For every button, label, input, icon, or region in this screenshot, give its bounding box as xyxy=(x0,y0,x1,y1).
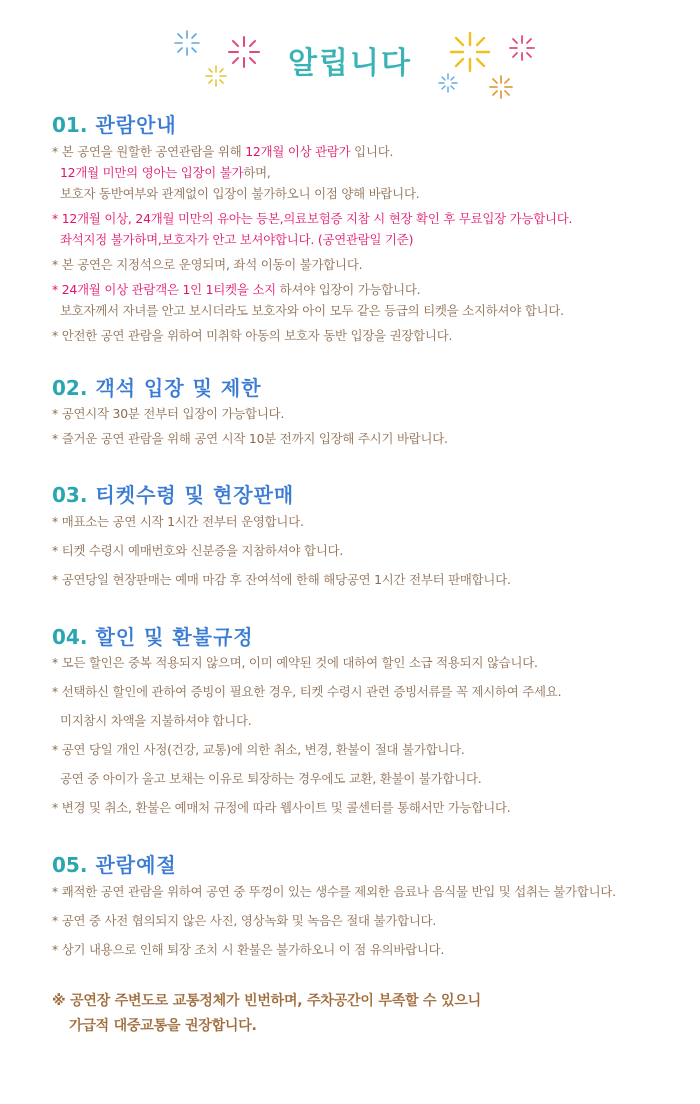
notice-line xyxy=(52,211,572,227)
line-text: * 공연시작 30분 전부터 입장이 가능합니다. xyxy=(52,406,285,421)
notice-line xyxy=(52,514,304,530)
notice-line xyxy=(60,713,252,729)
notice-line xyxy=(60,186,419,202)
notice-line xyxy=(52,655,538,671)
notice-line xyxy=(52,742,465,758)
line-text: * 즐거운 공연 관람을 위해 공연 시작 10분 전까지 입장해 주시기 바랍니다. xyxy=(52,431,448,446)
line-text: * 선택하신 할인에 관하여 증빙이 필요한 경우, 티켓 수령시 관련 증빙서류를 꼭 제시하여 주세요. xyxy=(52,684,562,699)
line-text: 미지참시 차액을 지불하셔야 합니다. xyxy=(60,713,252,728)
section-heading xyxy=(52,849,177,878)
notice-line xyxy=(60,165,271,181)
notice-line xyxy=(52,572,511,588)
line-text: * 본 공연을 원할한 공연관람을 위해 xyxy=(52,144,246,159)
section-heading xyxy=(52,109,177,138)
section-title: 관람안내 xyxy=(95,113,177,137)
notice-line xyxy=(52,800,511,816)
line-text: 보호자께서 자녀를 안고 보시더라도 보호자와 아이 모두 같은 등급의 티켓을 소지하셔야 합니다. xyxy=(60,303,564,318)
traffic-notice-line-2: 가급적 대중교통을 권장합니다. xyxy=(69,1018,257,1034)
section-title: 할인 및 환불규정 xyxy=(95,625,254,649)
notice-line xyxy=(52,328,452,344)
line-text: * 변경 및 취소, 환불은 예매처 규정에 따라 웹사이트 및 콜센터를 통해서만 가능합니다. xyxy=(52,800,511,815)
highlighted-text: 12개월 미만의 영아는 입장이 불가 xyxy=(60,165,244,180)
section-heading xyxy=(52,479,294,508)
line-text: * 모든 할인은 중복 적용되지 않으며, 이미 예약된 것에 대하여 할인 소급 적용되지 않습니다. xyxy=(52,655,538,670)
notice-line xyxy=(52,884,616,900)
line-text: 입니다. xyxy=(350,144,394,159)
notice-line xyxy=(52,144,393,160)
line-text: * 공연 중 사전 협의되지 않은 사진, 영상녹화 및 녹음은 절대 불가합니다. xyxy=(52,913,437,928)
notice-line xyxy=(52,942,444,958)
section-number: 04. xyxy=(52,625,88,649)
highlighted-text: 12개월 이상 관람가 xyxy=(245,144,351,159)
section-number: 05. xyxy=(52,853,88,877)
highlighted-text: 좌석지정 불가하며,보호자가 안고 보셔야합니다. (공연관람일 기준) xyxy=(60,232,414,247)
line-text: 공연 중 아이가 울고 보채는 이유로 퇴장하는 경우에도 교환, 환불이 불가합니다. xyxy=(60,771,482,786)
highlighted-text: * 24개월 이상 관람객은 1인 1티켓을 소지 xyxy=(52,282,276,297)
notice-line xyxy=(52,684,561,700)
section-heading xyxy=(52,372,262,401)
notice-line xyxy=(52,257,362,273)
traffic-notice-line-1: ※ 공연장 주변도로 교통정체가 빈번하며, 주차공간이 부족할 수 있으니 xyxy=(52,993,481,1009)
section-title: 티켓수령 및 현장판매 xyxy=(95,483,295,507)
page-title: 알립니다 xyxy=(288,46,412,81)
line-text: * 상기 내용으로 인해 퇴장 조치 시 환불은 불가하오니 이 점 유의바랍니다. xyxy=(52,942,445,957)
notice-line xyxy=(60,232,413,248)
section-title: 관람예절 xyxy=(95,853,177,877)
section-title: 객석 입장 및 제한 xyxy=(95,376,262,400)
line-text: 하며, xyxy=(243,165,271,180)
header xyxy=(0,0,700,110)
notice-line xyxy=(52,913,436,929)
line-text: 하셔야 입장이 가능합니다. xyxy=(275,282,421,297)
section-number: 02. xyxy=(52,376,88,400)
line-text: 보호자 동반여부와 관계없이 입장이 불가하오니 이점 양해 바랍니다. xyxy=(60,186,420,201)
line-text: * 공연당일 현장판매는 예매 마감 후 잔여석에 한해 해당공연 1시간 전부터 판매합니다. xyxy=(52,572,511,587)
line-text: * 쾌적한 공연 관람을 위하여 공연 중 뚜껑이 있는 생수를 제외한 음료나 음식물 반입 및 섭취는 불가합니다. xyxy=(52,884,616,899)
highlighted-text: * 12개월 이상, 24개월 미만의 유아는 등본,의료보험증 지참 시 현장 확인 후 무료입장 가능합니다. xyxy=(52,211,573,226)
notice-line xyxy=(52,543,343,559)
line-text: * 티켓 수령시 예매번호와 신분증을 지참하셔야 합니다. xyxy=(52,543,344,558)
notice-line xyxy=(52,431,448,447)
notice-line xyxy=(60,771,481,787)
line-text: * 매표소는 공연 시작 1시간 전부터 운영합니다. xyxy=(52,514,304,529)
notice-line xyxy=(60,303,564,319)
notice-line xyxy=(52,406,284,422)
line-text: * 본 공연은 지정석으로 운영되며, 좌석 이동이 불가합니다. xyxy=(52,257,363,272)
line-text: * 안전한 공연 관람을 위하여 미취학 아동의 보호자 동반 입장을 권장합니다. xyxy=(52,328,453,343)
section-heading xyxy=(52,621,254,650)
section-number: 01. xyxy=(52,113,88,137)
notice-line xyxy=(52,282,420,298)
section-number: 03. xyxy=(52,483,88,507)
line-text: * 공연 당일 개인 사정(건강, 교통)에 의한 취소, 변경, 환불이 절대 불가합니다. xyxy=(52,742,465,757)
